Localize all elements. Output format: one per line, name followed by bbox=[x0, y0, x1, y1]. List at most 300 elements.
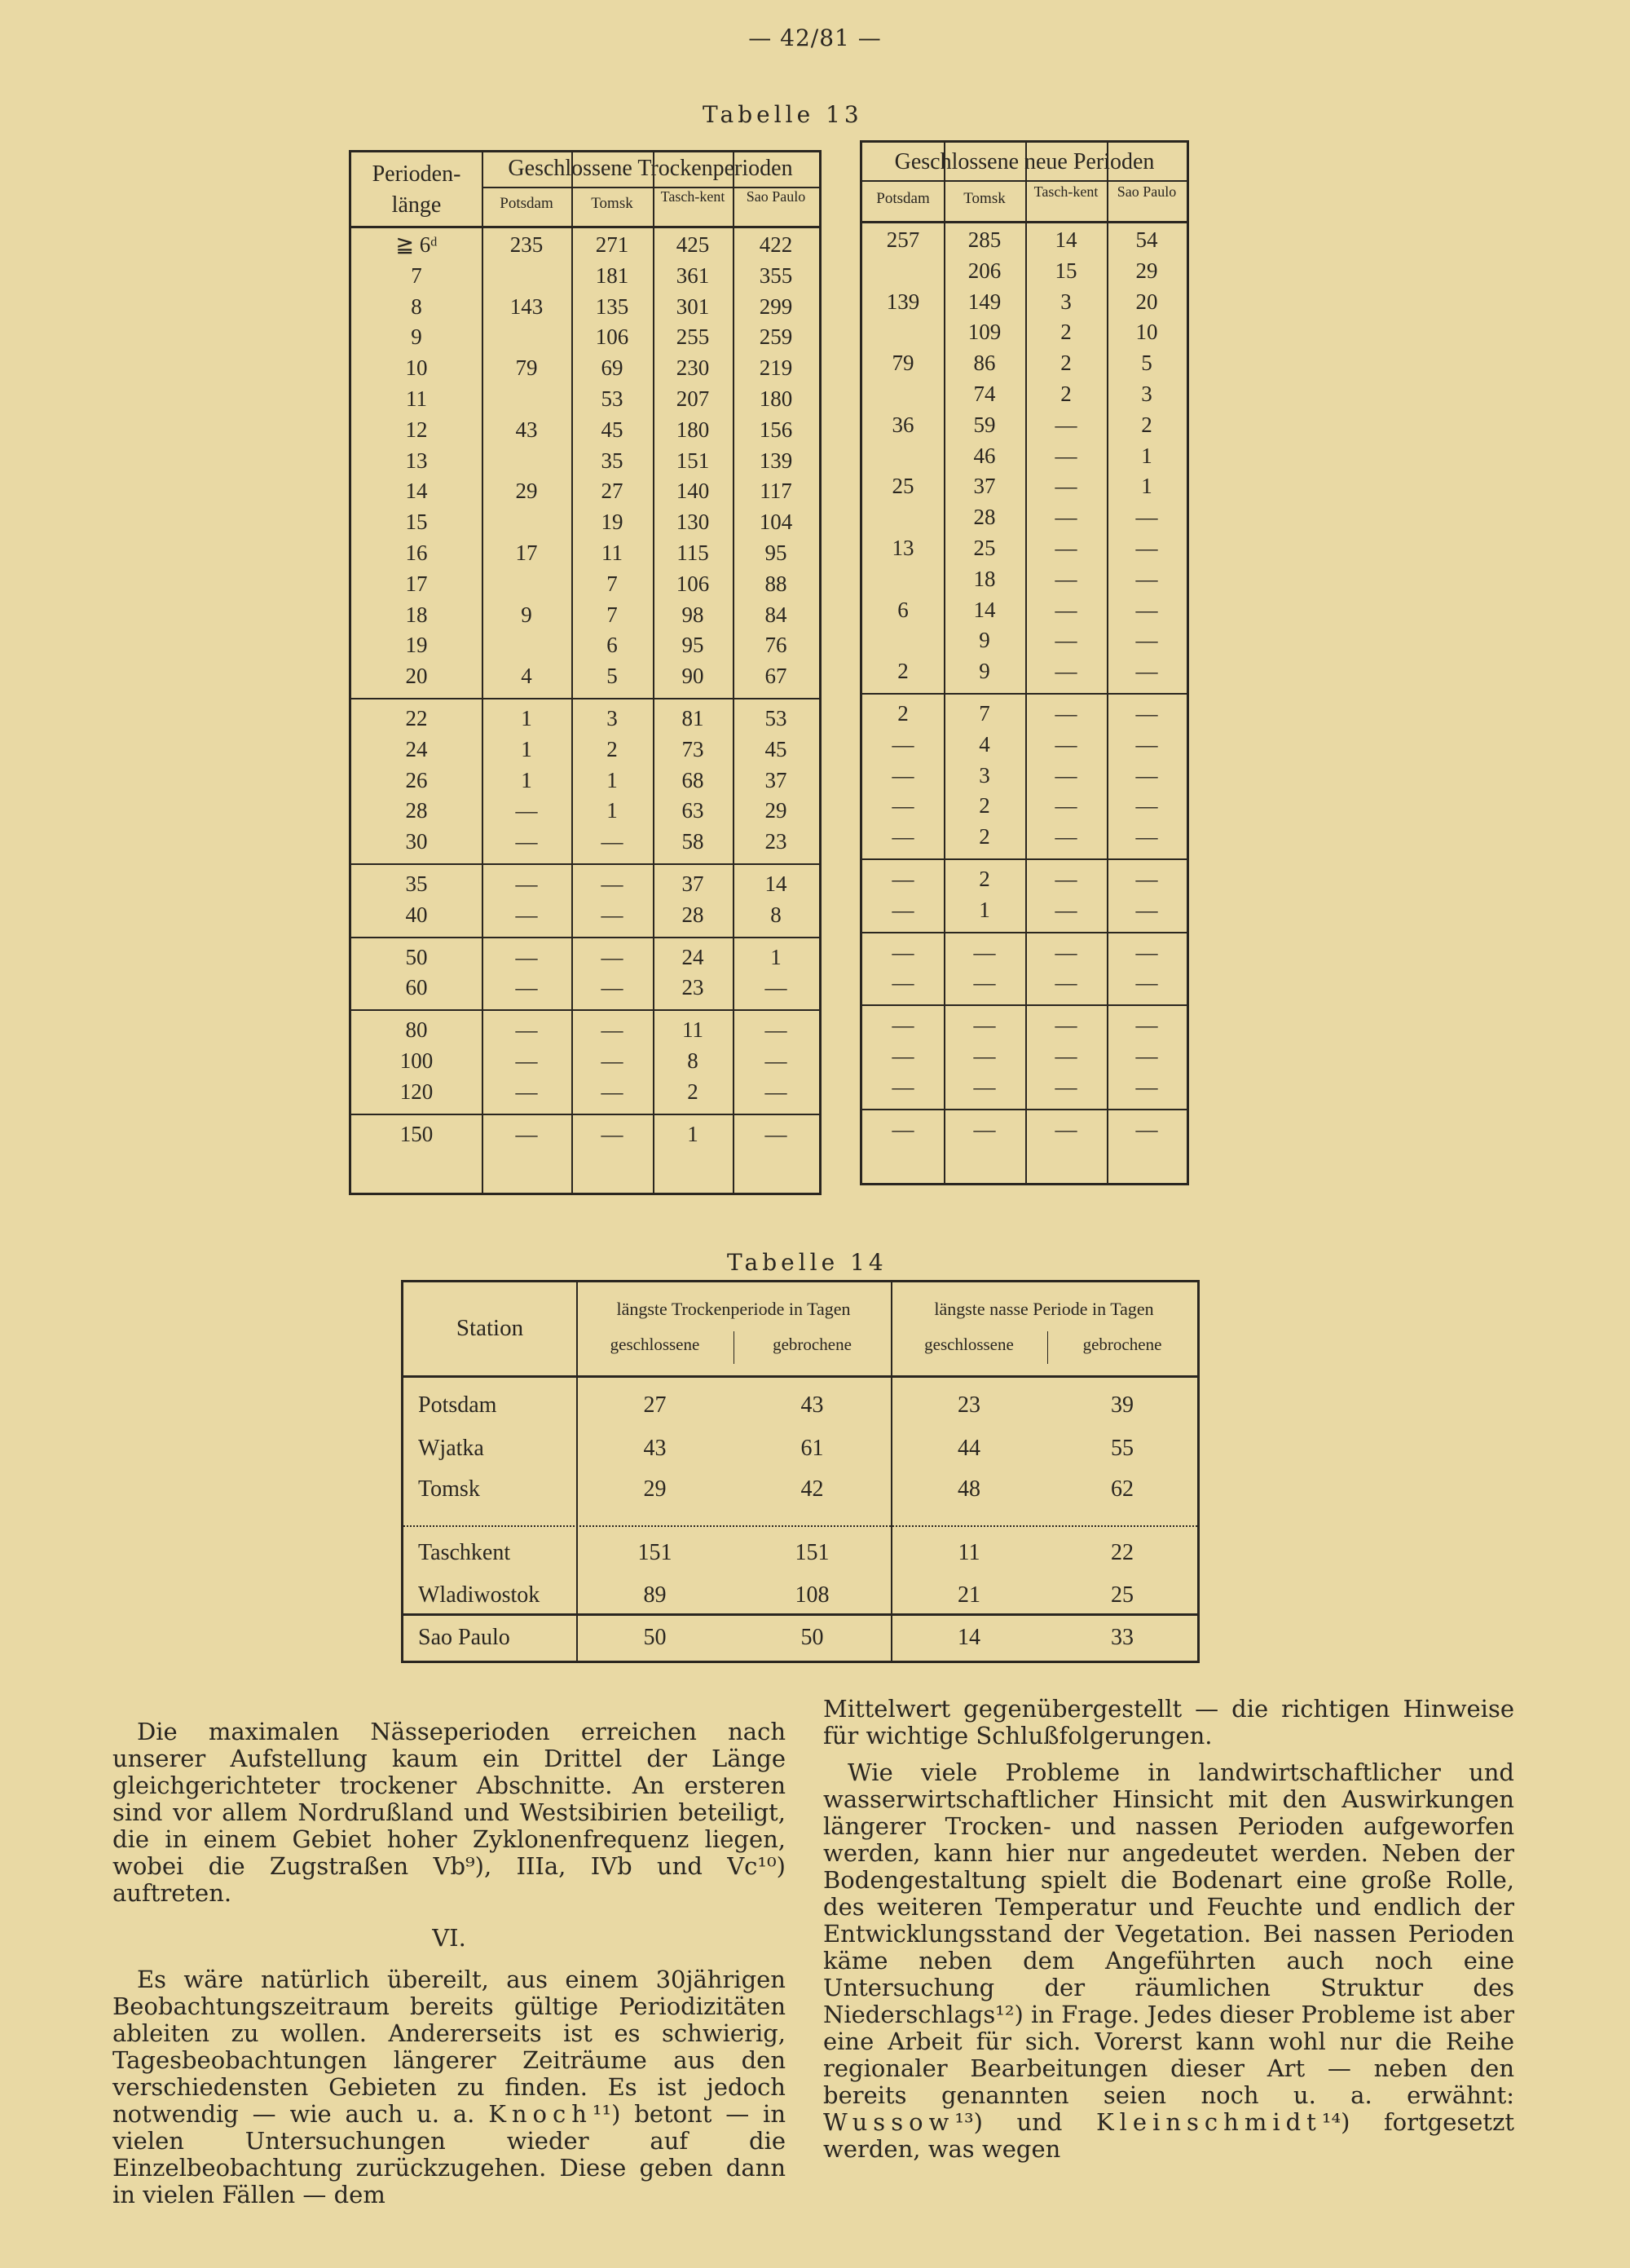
table-cell: 259 bbox=[759, 324, 793, 350]
table-cell: 18 bbox=[405, 602, 428, 627]
table-cell: 1 bbox=[521, 767, 532, 792]
table-cell: 151 bbox=[637, 1540, 672, 1565]
table-cell: 235 bbox=[509, 232, 544, 257]
table-cell: 285 bbox=[967, 227, 1002, 252]
table-cell: 43 bbox=[800, 1392, 824, 1418]
table-cell: — bbox=[515, 944, 538, 969]
table-13-wet-periods bbox=[860, 140, 1189, 1185]
table-cell: 27 bbox=[643, 1392, 667, 1418]
station-header: Sao Paulo bbox=[746, 188, 806, 205]
table-cell: 9 bbox=[521, 602, 532, 627]
table-cell: 63 bbox=[681, 798, 704, 823]
table-cell: 48 bbox=[958, 1476, 980, 1502]
table-cell: 28 bbox=[681, 902, 704, 927]
table-cell: 301 bbox=[676, 293, 710, 319]
table-cell: 17 bbox=[405, 571, 428, 596]
table-cell: — bbox=[892, 867, 914, 891]
table-cell: 69 bbox=[601, 355, 623, 381]
table-cell: — bbox=[764, 1017, 787, 1043]
table-cell: 20 bbox=[405, 664, 428, 689]
table-cell: — bbox=[601, 829, 623, 854]
table-cell: — bbox=[1135, 628, 1158, 653]
table-cell: 24 bbox=[681, 944, 704, 969]
table-cell: — bbox=[1055, 505, 1077, 530]
table-cell: — bbox=[1055, 970, 1077, 995]
table-cell: 150 bbox=[399, 1121, 434, 1146]
table-cell: — bbox=[601, 975, 623, 1000]
table-cell: — bbox=[1135, 970, 1158, 995]
table-cell: 20 bbox=[1135, 289, 1158, 314]
table-cell: 271 bbox=[595, 232, 629, 257]
table-cell: — bbox=[515, 798, 538, 823]
table-cell: — bbox=[1055, 1044, 1077, 1068]
table-cell: 44 bbox=[958, 1436, 980, 1461]
table-cell: 84 bbox=[764, 602, 787, 627]
table-cell: — bbox=[892, 762, 914, 788]
table-cell: 40 bbox=[405, 902, 428, 927]
table-cell: — bbox=[1135, 701, 1158, 726]
table-cell: 43 bbox=[515, 417, 538, 442]
table-cell: 14 bbox=[764, 871, 787, 896]
table-cell: — bbox=[1135, 897, 1158, 922]
table-cell: — bbox=[1055, 824, 1077, 849]
table-cell: 45 bbox=[601, 417, 623, 442]
table-cell: — bbox=[1135, 793, 1158, 819]
table-cell: 89 bbox=[643, 1582, 667, 1608]
table-cell: 53 bbox=[764, 706, 787, 730]
section-heading: VI. bbox=[432, 1924, 466, 1952]
table-cell: — bbox=[1135, 824, 1158, 849]
author-wussow: Wussow bbox=[823, 2108, 955, 2136]
table-cell: 8 bbox=[411, 293, 422, 319]
table-cell: — bbox=[892, 731, 914, 757]
table-cell: 14 bbox=[973, 597, 996, 622]
table-cell: 6 bbox=[897, 597, 909, 622]
table-cell: 156 bbox=[759, 417, 793, 442]
table-cell: 4 bbox=[521, 664, 532, 689]
table-cell: 181 bbox=[595, 263, 629, 288]
table-cell: 22 bbox=[405, 706, 428, 730]
sub-header: gebrochene bbox=[1082, 1335, 1162, 1354]
table-cell: — bbox=[892, 1116, 914, 1141]
table-cell: 43 bbox=[643, 1436, 667, 1461]
table-14-caption: Tabelle 14 bbox=[727, 1249, 888, 1276]
table-cell: — bbox=[764, 1048, 787, 1073]
table-cell: — bbox=[601, 1017, 623, 1043]
table-cell: 140 bbox=[676, 479, 710, 504]
table-cell: 7 bbox=[606, 602, 618, 627]
table-cell: 14 bbox=[958, 1625, 980, 1650]
station-name: Taschkent bbox=[418, 1540, 511, 1565]
table-cell: 27 bbox=[601, 479, 623, 504]
table-cell: — bbox=[892, 939, 914, 964]
table-cell: — bbox=[973, 1013, 996, 1038]
table-cell: 29 bbox=[643, 1476, 667, 1502]
block-divider bbox=[862, 932, 1187, 933]
table-cell: — bbox=[1055, 939, 1077, 964]
group-header-dry: Geschlossene Trockenperioden bbox=[508, 156, 793, 181]
table-cell: 39 bbox=[1111, 1392, 1134, 1418]
station-header: Tasch-kent bbox=[660, 188, 725, 205]
table-cell: 1 bbox=[1141, 474, 1152, 499]
table-cell: 422 bbox=[759, 232, 793, 257]
table-cell: 1 bbox=[770, 944, 782, 969]
block-divider bbox=[862, 858, 1187, 860]
table-cell: 16 bbox=[405, 541, 428, 565]
table-cell: 22 bbox=[1111, 1540, 1134, 1565]
table-cell: 14 bbox=[405, 479, 428, 504]
table-cell: 108 bbox=[795, 1582, 830, 1608]
table-cell: 143 bbox=[509, 293, 544, 319]
table-cell: 219 bbox=[759, 355, 793, 381]
table-cell: 2 bbox=[897, 701, 909, 726]
table-cell: 59 bbox=[973, 412, 996, 437]
table-cell: 7 bbox=[411, 263, 422, 288]
station-name: Tomsk bbox=[418, 1476, 480, 1502]
table-cell: 35 bbox=[601, 448, 623, 473]
table-cell: 2 bbox=[687, 1079, 698, 1104]
table-cell: 10 bbox=[405, 355, 428, 381]
table-cell: 106 bbox=[595, 324, 629, 350]
table-cell: 9 bbox=[411, 324, 422, 350]
table-cell: 61 bbox=[800, 1436, 824, 1461]
table-cell: — bbox=[892, 1013, 914, 1038]
table-cell: — bbox=[515, 829, 538, 854]
table-cell: 230 bbox=[676, 355, 710, 381]
table-cell: 24 bbox=[405, 736, 428, 761]
station-header: Tomsk bbox=[963, 190, 1006, 207]
author-knoch: Knoch bbox=[488, 2100, 593, 2128]
table-cell: — bbox=[1135, 659, 1158, 684]
table-cell: 60 bbox=[405, 975, 428, 1000]
table-cell: — bbox=[892, 1044, 914, 1068]
table-cell: 299 bbox=[759, 293, 793, 319]
table-cell: — bbox=[601, 871, 623, 896]
table-cell: — bbox=[515, 902, 538, 927]
left-column bbox=[112, 1719, 786, 2208]
table-cell: — bbox=[1135, 1044, 1158, 1068]
station-header: Tomsk bbox=[591, 195, 633, 212]
table-cell: — bbox=[1135, 566, 1158, 591]
table-cell: 9 bbox=[979, 659, 990, 684]
table-cell: — bbox=[601, 1121, 623, 1146]
table-cell: 95 bbox=[764, 541, 787, 565]
table-cell: 80 bbox=[405, 1017, 428, 1043]
table-cell: 21 bbox=[958, 1582, 980, 1608]
table-cell: 25 bbox=[973, 536, 996, 560]
table-cell: 206 bbox=[967, 258, 1002, 283]
table-cell: — bbox=[1055, 1116, 1077, 1141]
table-cell: 151 bbox=[795, 1540, 830, 1565]
table-cell: 1 bbox=[979, 897, 990, 922]
table-cell: ≧ 6ᵈ bbox=[395, 232, 438, 257]
dry-period-header: längste Trockenperiode in Tagen bbox=[616, 1299, 851, 1319]
table-cell: 361 bbox=[676, 263, 710, 288]
table-cell: 130 bbox=[676, 510, 710, 535]
table-cell: 7 bbox=[979, 701, 990, 726]
author-kleinschmidt: Kleinschmidt bbox=[1095, 2108, 1322, 2136]
table-cell: 29 bbox=[515, 479, 538, 504]
table-cell: — bbox=[515, 1017, 538, 1043]
table-cell: 74 bbox=[973, 382, 996, 406]
table-cell: 109 bbox=[967, 320, 1002, 345]
table-cell: 11 bbox=[601, 541, 623, 565]
table-cell: — bbox=[1135, 505, 1158, 530]
table-cell: 180 bbox=[676, 417, 710, 442]
table-cell: — bbox=[1135, 731, 1158, 757]
block-divider bbox=[862, 693, 1187, 695]
station-column-header: Station bbox=[456, 1315, 524, 1341]
table-cell: — bbox=[973, 1116, 996, 1141]
table-13-dry-periods bbox=[349, 150, 822, 1195]
table-cell: 117 bbox=[760, 479, 792, 504]
station-name: Potsdam bbox=[418, 1392, 497, 1418]
table-cell: 13 bbox=[892, 536, 914, 560]
table-cell: — bbox=[1055, 731, 1077, 757]
table-cell: 23 bbox=[958, 1392, 980, 1418]
table-cell: 425 bbox=[676, 232, 710, 257]
table-cell: — bbox=[1135, 939, 1158, 964]
table-cell: 257 bbox=[886, 227, 920, 252]
table-cell: — bbox=[1135, 1013, 1158, 1038]
table-cell: 8 bbox=[687, 1048, 698, 1073]
sub-header: geschlossene bbox=[924, 1335, 1014, 1354]
paragraph-left-1: Die maximalen Nässeperioden erreichen nach unserer Aufstellung kaum ein Drittel der Länge gleichgerichteter trockener Abschnitte. An ersteren sind vor allem Nordrußland und Westsibirien beteiligt, die in einem Gebiet hoher Zyklonenfrequenz liegen, wobei die Zugstraßen Vb⁹), IIIa, IVb und Vc¹⁰) auftreten. bbox=[112, 1718, 786, 1907]
table-cell: 35 bbox=[405, 871, 428, 896]
table-cell: 2 bbox=[979, 824, 990, 849]
table-cell: 139 bbox=[759, 448, 793, 473]
table-cell: 1 bbox=[687, 1121, 698, 1146]
table-cell: 5 bbox=[606, 664, 618, 689]
table-cell: 2 bbox=[1141, 412, 1152, 437]
table-cell: — bbox=[515, 1048, 538, 1073]
table-cell: 2 bbox=[1060, 351, 1072, 376]
table-cell: 9 bbox=[979, 628, 990, 653]
table-cell: — bbox=[1055, 474, 1077, 499]
table-cell: 3 bbox=[979, 762, 990, 788]
table-cell: — bbox=[1055, 793, 1077, 819]
table-cell: 95 bbox=[681, 633, 704, 658]
table-cell: — bbox=[1135, 1074, 1158, 1099]
table-cell: — bbox=[892, 970, 914, 995]
station-header: Sao Paulo bbox=[1117, 183, 1177, 200]
table-cell: 50 bbox=[800, 1625, 824, 1650]
table-cell: — bbox=[1055, 762, 1077, 788]
table-cell: — bbox=[973, 939, 996, 964]
block-divider bbox=[862, 1109, 1187, 1110]
table-cell: — bbox=[892, 1074, 914, 1099]
table-cell: 46 bbox=[973, 443, 996, 468]
table-cell: 55 bbox=[1111, 1436, 1134, 1461]
table-cell: 37 bbox=[973, 474, 996, 499]
table-cell: 11 bbox=[958, 1540, 980, 1565]
table-cell: — bbox=[515, 1121, 538, 1146]
block-divider bbox=[351, 937, 819, 938]
table-cell: — bbox=[764, 975, 787, 1000]
table-cell: 17 bbox=[515, 541, 538, 565]
table-cell: 1 bbox=[521, 736, 532, 761]
table-cell: 12 bbox=[405, 417, 428, 442]
table-cell: 100 bbox=[399, 1048, 434, 1073]
sub-header: geschlossene bbox=[610, 1335, 700, 1354]
table-cell: 255 bbox=[676, 324, 710, 350]
table-cell: 53 bbox=[601, 386, 623, 411]
table-cell: 207 bbox=[676, 386, 710, 411]
sub-header: gebrochene bbox=[773, 1335, 852, 1354]
table-cell: 3 bbox=[1141, 382, 1152, 406]
table-cell: 33 bbox=[1111, 1625, 1134, 1650]
table-cell: 36 bbox=[892, 412, 914, 437]
table-cell: 3 bbox=[606, 706, 618, 730]
table-cell: 115 bbox=[676, 541, 709, 565]
table-cell: 79 bbox=[515, 355, 538, 381]
table-cell: 15 bbox=[1055, 258, 1077, 283]
table-cell: — bbox=[892, 793, 914, 819]
station-header: Potsdam bbox=[876, 190, 930, 207]
table-cell: 106 bbox=[676, 571, 710, 596]
table-cell: 15 bbox=[405, 510, 428, 535]
table-cell: — bbox=[515, 871, 538, 896]
table-14 bbox=[401, 1280, 1200, 1663]
table-cell: 2 bbox=[897, 659, 909, 684]
table-cell: 11 bbox=[682, 1017, 703, 1043]
table-cell: — bbox=[892, 897, 914, 922]
table-cell: — bbox=[1055, 1074, 1077, 1099]
table-cell: 6 bbox=[606, 633, 618, 658]
table-cell: — bbox=[764, 1079, 787, 1104]
station-name: Wjatka bbox=[418, 1436, 484, 1461]
table-cell: 2 bbox=[606, 736, 618, 761]
table-cell: — bbox=[1055, 566, 1077, 591]
group-header-wet: Geschlossene neue Perioden bbox=[894, 149, 1155, 174]
table-cell: 29 bbox=[764, 798, 787, 823]
table-cell: 88 bbox=[764, 571, 787, 596]
station-header: Potsdam bbox=[500, 195, 553, 212]
paragraph-right-2: Wie viele Probleme in landwirtschaftlicher und wasserwirtschaftlicher Hinsicht mit den Auswirkungen längerer Trocken- und nassen Perioden aufgeworfen werden, kann hier nur angedeutet werden. Neben der Bodengestaltung spielt die Bodenart eine große Rolle, des weiteren Temperatur und Feuchte und endlich der Entwicklungsstand der Vegetation. Bei nassen Perioden käme neben dem Angeführten auch noch eine Untersuchung der räumlichen Struktur des Niederschlags¹²) in Frage. Jedes dieser Probleme ist aber eine Arbeit für sich. Vorerst kann wohl nur die Reihe regionaler Bearbeitungen dieser Art — neben den bereits genannten seien noch u. a. erwähnt: Wussow¹³) und Kleinschmidt¹⁴) fortgesetzt werden, was wegen bbox=[823, 1758, 1515, 2163]
table-cell: 25 bbox=[1111, 1582, 1134, 1608]
table-cell: — bbox=[1135, 536, 1158, 560]
table-cell: 149 bbox=[967, 289, 1002, 314]
table-cell: — bbox=[601, 902, 623, 927]
table-cell: — bbox=[1135, 597, 1158, 622]
table-cell: — bbox=[973, 1044, 996, 1068]
table-cell: 3 bbox=[1060, 289, 1072, 314]
table-cell: 76 bbox=[764, 633, 787, 658]
table-cell: 135 bbox=[595, 293, 629, 319]
table-cell: 79 bbox=[892, 351, 914, 376]
table-13-caption: Tabelle 13 bbox=[703, 101, 863, 128]
table-cell: 1 bbox=[606, 798, 618, 823]
table-cell: 13 bbox=[405, 448, 428, 473]
page-number: — 42/81 — bbox=[748, 24, 882, 51]
table-cell: — bbox=[1055, 597, 1077, 622]
table-cell: — bbox=[1055, 701, 1077, 726]
paragraph-right-1: Mittelwert gegenübergestellt — die richtigen Hinweise für wichtige Schlußfolgerungen. bbox=[823, 1695, 1514, 1750]
col-header-periodenlaenge-2: länge bbox=[391, 192, 442, 218]
table-cell: — bbox=[1055, 659, 1077, 684]
table-cell: 19 bbox=[601, 510, 623, 535]
table-cell: — bbox=[1055, 443, 1077, 468]
table-cell: 37 bbox=[764, 767, 787, 792]
table-cell: 120 bbox=[399, 1079, 434, 1104]
table-cell: — bbox=[892, 824, 914, 849]
table-cell: 139 bbox=[886, 289, 920, 314]
table-cell: 37 bbox=[681, 871, 704, 896]
table-cell: — bbox=[601, 1079, 623, 1104]
table-cell: 1 bbox=[606, 767, 618, 792]
station-name: Wladiwostok bbox=[418, 1582, 540, 1608]
table-cell: — bbox=[1055, 412, 1077, 437]
table-cell: 81 bbox=[681, 706, 704, 730]
table-cell: 11 bbox=[406, 386, 427, 411]
table-cell: 30 bbox=[405, 829, 428, 854]
table-cell: 50 bbox=[405, 944, 428, 969]
table-cell: 2 bbox=[1060, 320, 1072, 345]
table-cell: 10 bbox=[1135, 320, 1158, 345]
table-cell: — bbox=[764, 1121, 787, 1146]
col-header-periodenlaenge-1: Perioden- bbox=[372, 161, 461, 187]
table-cell: 73 bbox=[681, 736, 704, 761]
table-cell: 25 bbox=[892, 474, 914, 499]
table-cell: 98 bbox=[681, 602, 704, 627]
block-divider bbox=[862, 1004, 1187, 1006]
table-cell: 5 bbox=[1141, 351, 1152, 376]
station-name: Sao Paulo bbox=[418, 1625, 510, 1650]
table-cell: 62 bbox=[1111, 1476, 1134, 1502]
table-cell: 28 bbox=[405, 798, 428, 823]
paragraph-left-2: Es wäre natürlich übereilt, aus einem 30jährigen Beobachtungszeitraum bereits gültige Periodizitäten ableiten zu wollen. Andererseits ist es schwierig, Tagesbeobachtungen längerer Zeiträume aus den verschiedensten Gebieten zu finden. Es ist jedoch notwendig — wie auch u. a. Knoch¹¹) betont — in vielen Untersuchungen wieder auf die Einzelbeobachtung zurückzugehen. Diese geben dann in vielen Fällen — dem bbox=[112, 1966, 786, 2208]
table-cell: 26 bbox=[405, 767, 428, 792]
table-cell: — bbox=[1135, 867, 1158, 891]
wet-period-header: längste nasse Periode in Tagen bbox=[934, 1299, 1154, 1319]
table-cell: — bbox=[1135, 1116, 1158, 1141]
table-cell: 7 bbox=[606, 571, 618, 596]
table-cell: — bbox=[1055, 867, 1077, 891]
table-cell: 14 bbox=[1055, 227, 1077, 252]
table-cell: 68 bbox=[681, 767, 704, 792]
table-cell: 8 bbox=[770, 902, 782, 927]
table-cell: 42 bbox=[800, 1476, 824, 1502]
table-cell: 50 bbox=[643, 1625, 667, 1650]
table-cell: 2 bbox=[979, 867, 990, 891]
table-cell: 54 bbox=[1135, 227, 1158, 252]
table-cell: 2 bbox=[1060, 382, 1072, 406]
table-cell: 23 bbox=[681, 975, 704, 1000]
table-cell: 18 bbox=[973, 566, 996, 591]
table-cell: 180 bbox=[759, 386, 793, 411]
table-cell: — bbox=[515, 975, 538, 1000]
table-cell: 1 bbox=[521, 706, 532, 730]
table-cell: 58 bbox=[681, 829, 704, 854]
table-cell: — bbox=[973, 970, 996, 995]
table-cell: — bbox=[973, 1074, 996, 1099]
table-cell: 1 bbox=[1141, 443, 1152, 468]
block-divider bbox=[351, 1009, 819, 1011]
table-cell: — bbox=[515, 1079, 538, 1104]
table-cell: 355 bbox=[759, 263, 793, 288]
block-divider bbox=[351, 1114, 819, 1115]
table-cell: 86 bbox=[973, 351, 996, 376]
table-cell: 104 bbox=[759, 510, 793, 535]
table-cell: 90 bbox=[681, 664, 704, 689]
table-cell: 2 bbox=[979, 793, 990, 819]
table-cell: 4 bbox=[979, 731, 990, 757]
table-cell: 45 bbox=[764, 736, 787, 761]
table-cell: 67 bbox=[764, 664, 787, 689]
table-cell: — bbox=[601, 944, 623, 969]
table-cell: — bbox=[1055, 1013, 1077, 1038]
table-cell: — bbox=[1055, 628, 1077, 653]
